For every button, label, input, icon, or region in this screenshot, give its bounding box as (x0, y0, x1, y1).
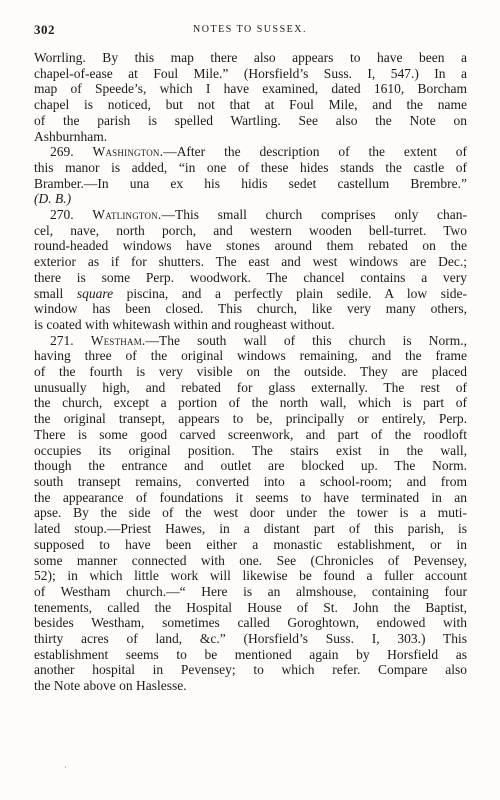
stray-mark: · (64, 762, 67, 772)
text-line (34, 270, 467, 286)
line-text: of the fourth is very visible on the outside. They are placed (34, 364, 467, 380)
text-line (34, 254, 467, 270)
text-line (34, 647, 467, 663)
text-line (34, 568, 467, 584)
line-text: there is some Perp. woodwork. The chancel contains a very (34, 269, 467, 285)
note-number: 270. (50, 207, 74, 223)
note-heading: Watlington. (92, 207, 162, 223)
line-text: thirty acres of land, &c.” (Horsfield’s Suss. I, 303.) This (34, 631, 467, 647)
line-text: chapel-of-ease at Foul Mile.” (Horsfield’s Suss. I, 547.) In a (34, 65, 467, 81)
line-text: There is some good carved screenwork, and part of the roodloft (34, 426, 467, 442)
text-line (34, 191, 467, 207)
text-line (34, 317, 467, 333)
text-line (34, 238, 467, 254)
line-text: the church, except a portion of the north wall, which is part of (34, 395, 467, 411)
text-line (34, 474, 467, 490)
line-text: occupies its original position. The stairs exist in the wall, (34, 442, 467, 458)
text-line (34, 537, 467, 553)
text-line (34, 348, 467, 364)
italic-text: square (76, 285, 114, 301)
line-text: Worrling. By this map there also appears to have been a (34, 50, 467, 65)
text-line (34, 631, 467, 647)
line-text: establishment seems to be mentioned again by Horsfield as (34, 646, 467, 662)
line-text: small (34, 285, 77, 301)
text-line (34, 490, 467, 506)
text-line (34, 662, 467, 678)
line-text: another hospital in Pevensey; to which refer. Compare also (34, 662, 467, 678)
line-text: of the parish is spelled Wartling. See also the Note on (34, 112, 467, 128)
line-text: map of Speede’s, which I have examined, dated 1610, Borcham (34, 81, 467, 97)
text-line (34, 600, 467, 616)
text-line (34, 113, 467, 129)
line-text: cel, nave, north porch, and western wooden bell-turret. Two (34, 222, 467, 238)
text-line (34, 50, 467, 66)
line-text: apse. By the side of the west door under the tower is a muti- (34, 505, 467, 521)
line-text: having three of the original windows remaining, and the frame (34, 348, 467, 364)
line-text: lated stoup.—Priest Hawes, in a distant part of this parish, is (34, 521, 467, 537)
body-text (34, 50, 467, 694)
text-line (34, 144, 467, 160)
line-text: exterior as if for shutters. The east and west windows are Dec.; (34, 254, 467, 270)
text-line (34, 411, 467, 427)
italic-text: (D. B.) (34, 191, 72, 207)
page-number: 302 (34, 22, 55, 37)
line-text: the appearance of foundations it seems to have terminated in an (34, 489, 467, 505)
text-line (34, 333, 467, 349)
text-line (34, 223, 467, 239)
line-text: some manner connected with one. See (Chronicles of Pevensey, (34, 552, 467, 568)
text-line (34, 395, 467, 411)
text-line (34, 615, 467, 631)
line-text: though the entrance and outlet are blocked up. The Norm. (34, 458, 467, 474)
line-text: window has been closed. This church, like very many others, (34, 301, 467, 317)
line-text: Ashburnham. (34, 128, 108, 144)
text-line (34, 443, 467, 459)
line-text: round-headed windows have stones around them rebated on the (34, 238, 467, 254)
text-line (34, 553, 467, 569)
text-line (34, 66, 467, 82)
page-header (34, 22, 466, 40)
line-text: piscina, and a perfectly plain sedile. A low side- (113, 285, 468, 301)
text-line (34, 129, 467, 145)
line-text: unusually high, and rebated for glass externally. The rest of (34, 379, 467, 395)
line-text: —The south wall of this church is Norm., (145, 332, 468, 348)
line-text: supposed to have been either a monastic establishment, or in (34, 536, 467, 552)
text-line (34, 521, 467, 537)
line-text: the Note above on Haslesse. (34, 678, 187, 694)
line-text: chapel is noticed, but not that at Foul Mile, and the name (34, 97, 467, 113)
line-text: south transept remains, converted into a school-room; and from (34, 473, 467, 489)
note-number: 271. (50, 332, 74, 348)
line-text: of Westham church.—“ Here is an almshouse, containing four (34, 583, 467, 599)
running-title: NOTES TO SUSSEX. (193, 24, 307, 35)
text-line (34, 427, 467, 443)
text-line (34, 207, 467, 223)
line-text: this manor is added, “in one of these hides stands the castle of (34, 159, 467, 175)
line-text: Bramber.—In una ex his hidis sedet castellum Brembre.” (34, 175, 467, 191)
text-line (34, 97, 467, 113)
text-line (34, 678, 467, 694)
line-text: besides Westham, sometimes called Goroghtown, endowed with (34, 615, 467, 631)
text-line (34, 176, 467, 192)
text-line (34, 458, 467, 474)
line-text: is coated with whitewash within and rougheast without. (34, 316, 335, 332)
line-text: tenements, called the Hospital House of St. John the Baptist, (34, 599, 467, 615)
line-text: —This small church comprises only chan- (161, 207, 467, 223)
line-text: 52); in which little work will likewise be found a fuller account (34, 568, 467, 584)
text-line (34, 160, 467, 176)
note-heading: Washington. (92, 144, 164, 160)
note-number: 269. (50, 144, 74, 160)
line-text: —After the description of the extent of (163, 144, 468, 160)
text-line (34, 584, 467, 600)
note-heading: Westham. (90, 332, 146, 348)
text-line (34, 364, 467, 380)
text-line (34, 81, 467, 97)
text-line (34, 286, 467, 302)
text-line (34, 380, 467, 396)
text-line (34, 505, 467, 521)
line-text: the original transept, appears to be, principally or entirely, Perp. (34, 411, 467, 427)
text-line (34, 301, 467, 317)
